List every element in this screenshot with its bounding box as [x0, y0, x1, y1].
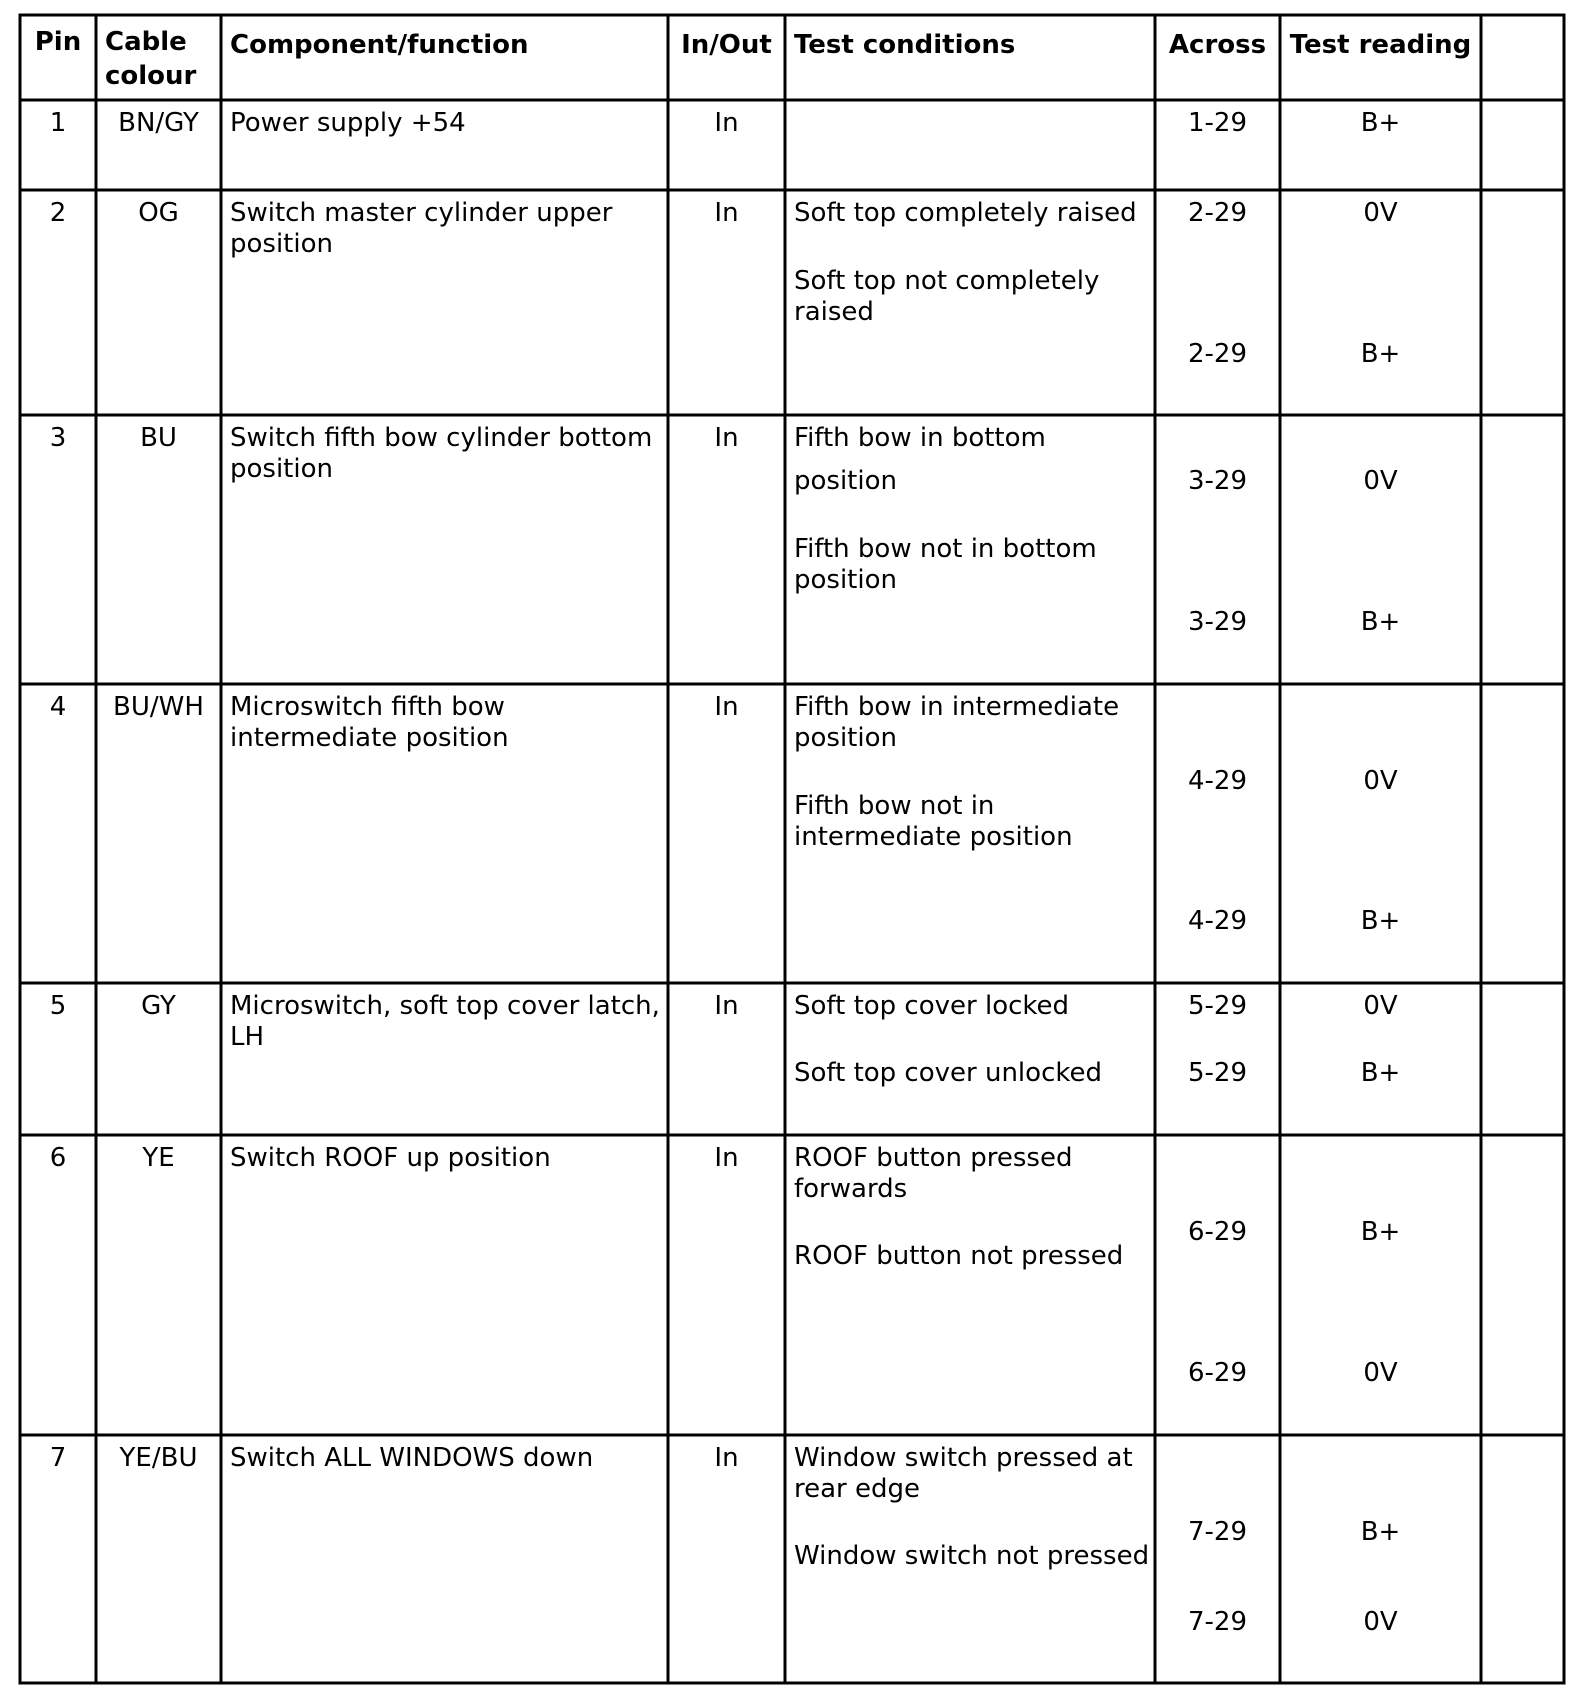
- io-cell: In: [714, 423, 739, 453]
- colour-cell: BN/GY: [118, 108, 199, 138]
- condition-cell: Soft top not completely raised: [794, 266, 1100, 327]
- across-cell: 3-29: [1187, 466, 1247, 496]
- condition-cell: Window switch pressed at rear edge: [794, 1443, 1133, 1504]
- across-cell: 4-29: [1187, 766, 1247, 796]
- pin-cell: 4: [49, 692, 67, 722]
- pin-cell: 5: [49, 991, 67, 1021]
- component-cell: Switch ALL WINDOWS down: [230, 1443, 594, 1473]
- across-cell: 2-29: [1187, 198, 1247, 228]
- reading-cell: 0V: [1363, 466, 1398, 496]
- reading-cell: 0V: [1363, 1607, 1398, 1637]
- pin-cell: 2: [49, 198, 67, 228]
- io-cell: In: [714, 692, 739, 722]
- pin-cell: 6: [49, 1143, 67, 1173]
- reading-cell: B+: [1360, 108, 1401, 138]
- component-cell: Power supply +54: [230, 108, 466, 138]
- io-cell: In: [714, 198, 739, 228]
- condition-cell: Window switch not pressed: [794, 1541, 1150, 1571]
- across-cell: 7-29: [1187, 1607, 1247, 1637]
- across-cell: 5-29: [1187, 1058, 1247, 1088]
- pin-cell: 1: [49, 108, 67, 138]
- reading-cell: B+: [1360, 1058, 1401, 1088]
- across-cell: 3-29: [1187, 607, 1247, 637]
- header-cable-colour: Cable colour: [105, 27, 197, 91]
- condition-cell: Fifth bow in intermediate position: [794, 692, 1120, 753]
- condition-cell: Soft top cover unlocked: [794, 1058, 1102, 1088]
- across-cell: 2-29: [1187, 339, 1247, 369]
- component-cell: Switch master cylinder upper position: [230, 198, 613, 259]
- across-cell: 5-29: [1187, 991, 1247, 1021]
- condition-cell: Soft top completely raised: [794, 198, 1137, 228]
- condition-cell: Fifth bow not in bottom position: [794, 534, 1097, 595]
- condition-cell: Fifth bow in bottom: [794, 423, 1046, 453]
- reading-cell: B+: [1360, 607, 1401, 637]
- reading-cell: B+: [1360, 1217, 1401, 1247]
- across-cell: 7-29: [1187, 1517, 1247, 1547]
- across-cell: 6-29: [1187, 1358, 1247, 1388]
- reading-cell: B+: [1360, 1517, 1401, 1547]
- reading-cell: B+: [1360, 906, 1401, 936]
- condition-cell: ROOF button pressed forwards: [794, 1143, 1073, 1204]
- component-cell: Switch fifth bow cylinder bottom position: [230, 423, 653, 484]
- io-cell: In: [714, 1443, 739, 1473]
- colour-cell: GY: [141, 991, 176, 1021]
- pin-cell: 3: [49, 423, 67, 453]
- reading-cell: 0V: [1363, 991, 1398, 1021]
- header-component: Component/function: [230, 30, 529, 60]
- component-cell: Switch ROOF up position: [230, 1143, 551, 1173]
- component-cell: Microswitch fifth bow intermediate position: [230, 692, 509, 753]
- io-cell: In: [714, 108, 739, 138]
- across-cell: 6-29: [1187, 1217, 1247, 1247]
- reading-cell: 0V: [1363, 766, 1398, 796]
- condition-cell: ROOF button not pressed: [794, 1241, 1124, 1271]
- colour-cell: YE/BU: [119, 1443, 198, 1473]
- header-test-conditions: Test conditions: [794, 30, 1016, 60]
- condition-cell: Soft top cover locked: [794, 991, 1070, 1021]
- reading-cell: B+: [1360, 339, 1401, 369]
- across-cell: 1-29: [1187, 108, 1247, 138]
- colour-cell: BU/WH: [113, 692, 204, 722]
- colour-cell: BU: [140, 423, 177, 453]
- reading-cell: 0V: [1363, 198, 1398, 228]
- io-cell: In: [714, 991, 739, 1021]
- colour-cell: OG: [138, 198, 179, 228]
- header-test-reading: Test reading: [1289, 30, 1472, 60]
- condition-cell: position: [794, 466, 897, 496]
- io-cell: In: [714, 1143, 739, 1173]
- colour-cell: YE: [142, 1143, 175, 1173]
- pin-cell: 7: [49, 1443, 67, 1473]
- condition-cell: Fifth bow not in intermediate position: [794, 791, 1073, 852]
- across-cell: 4-29: [1187, 906, 1247, 936]
- component-cell: Microswitch, soft top cover latch, LH: [230, 991, 660, 1052]
- reading-cell: 0V: [1363, 1358, 1398, 1388]
- header-across: Across: [1168, 30, 1267, 60]
- header-pin: Pin: [34, 27, 82, 57]
- header-in-out: In/Out: [681, 30, 772, 60]
